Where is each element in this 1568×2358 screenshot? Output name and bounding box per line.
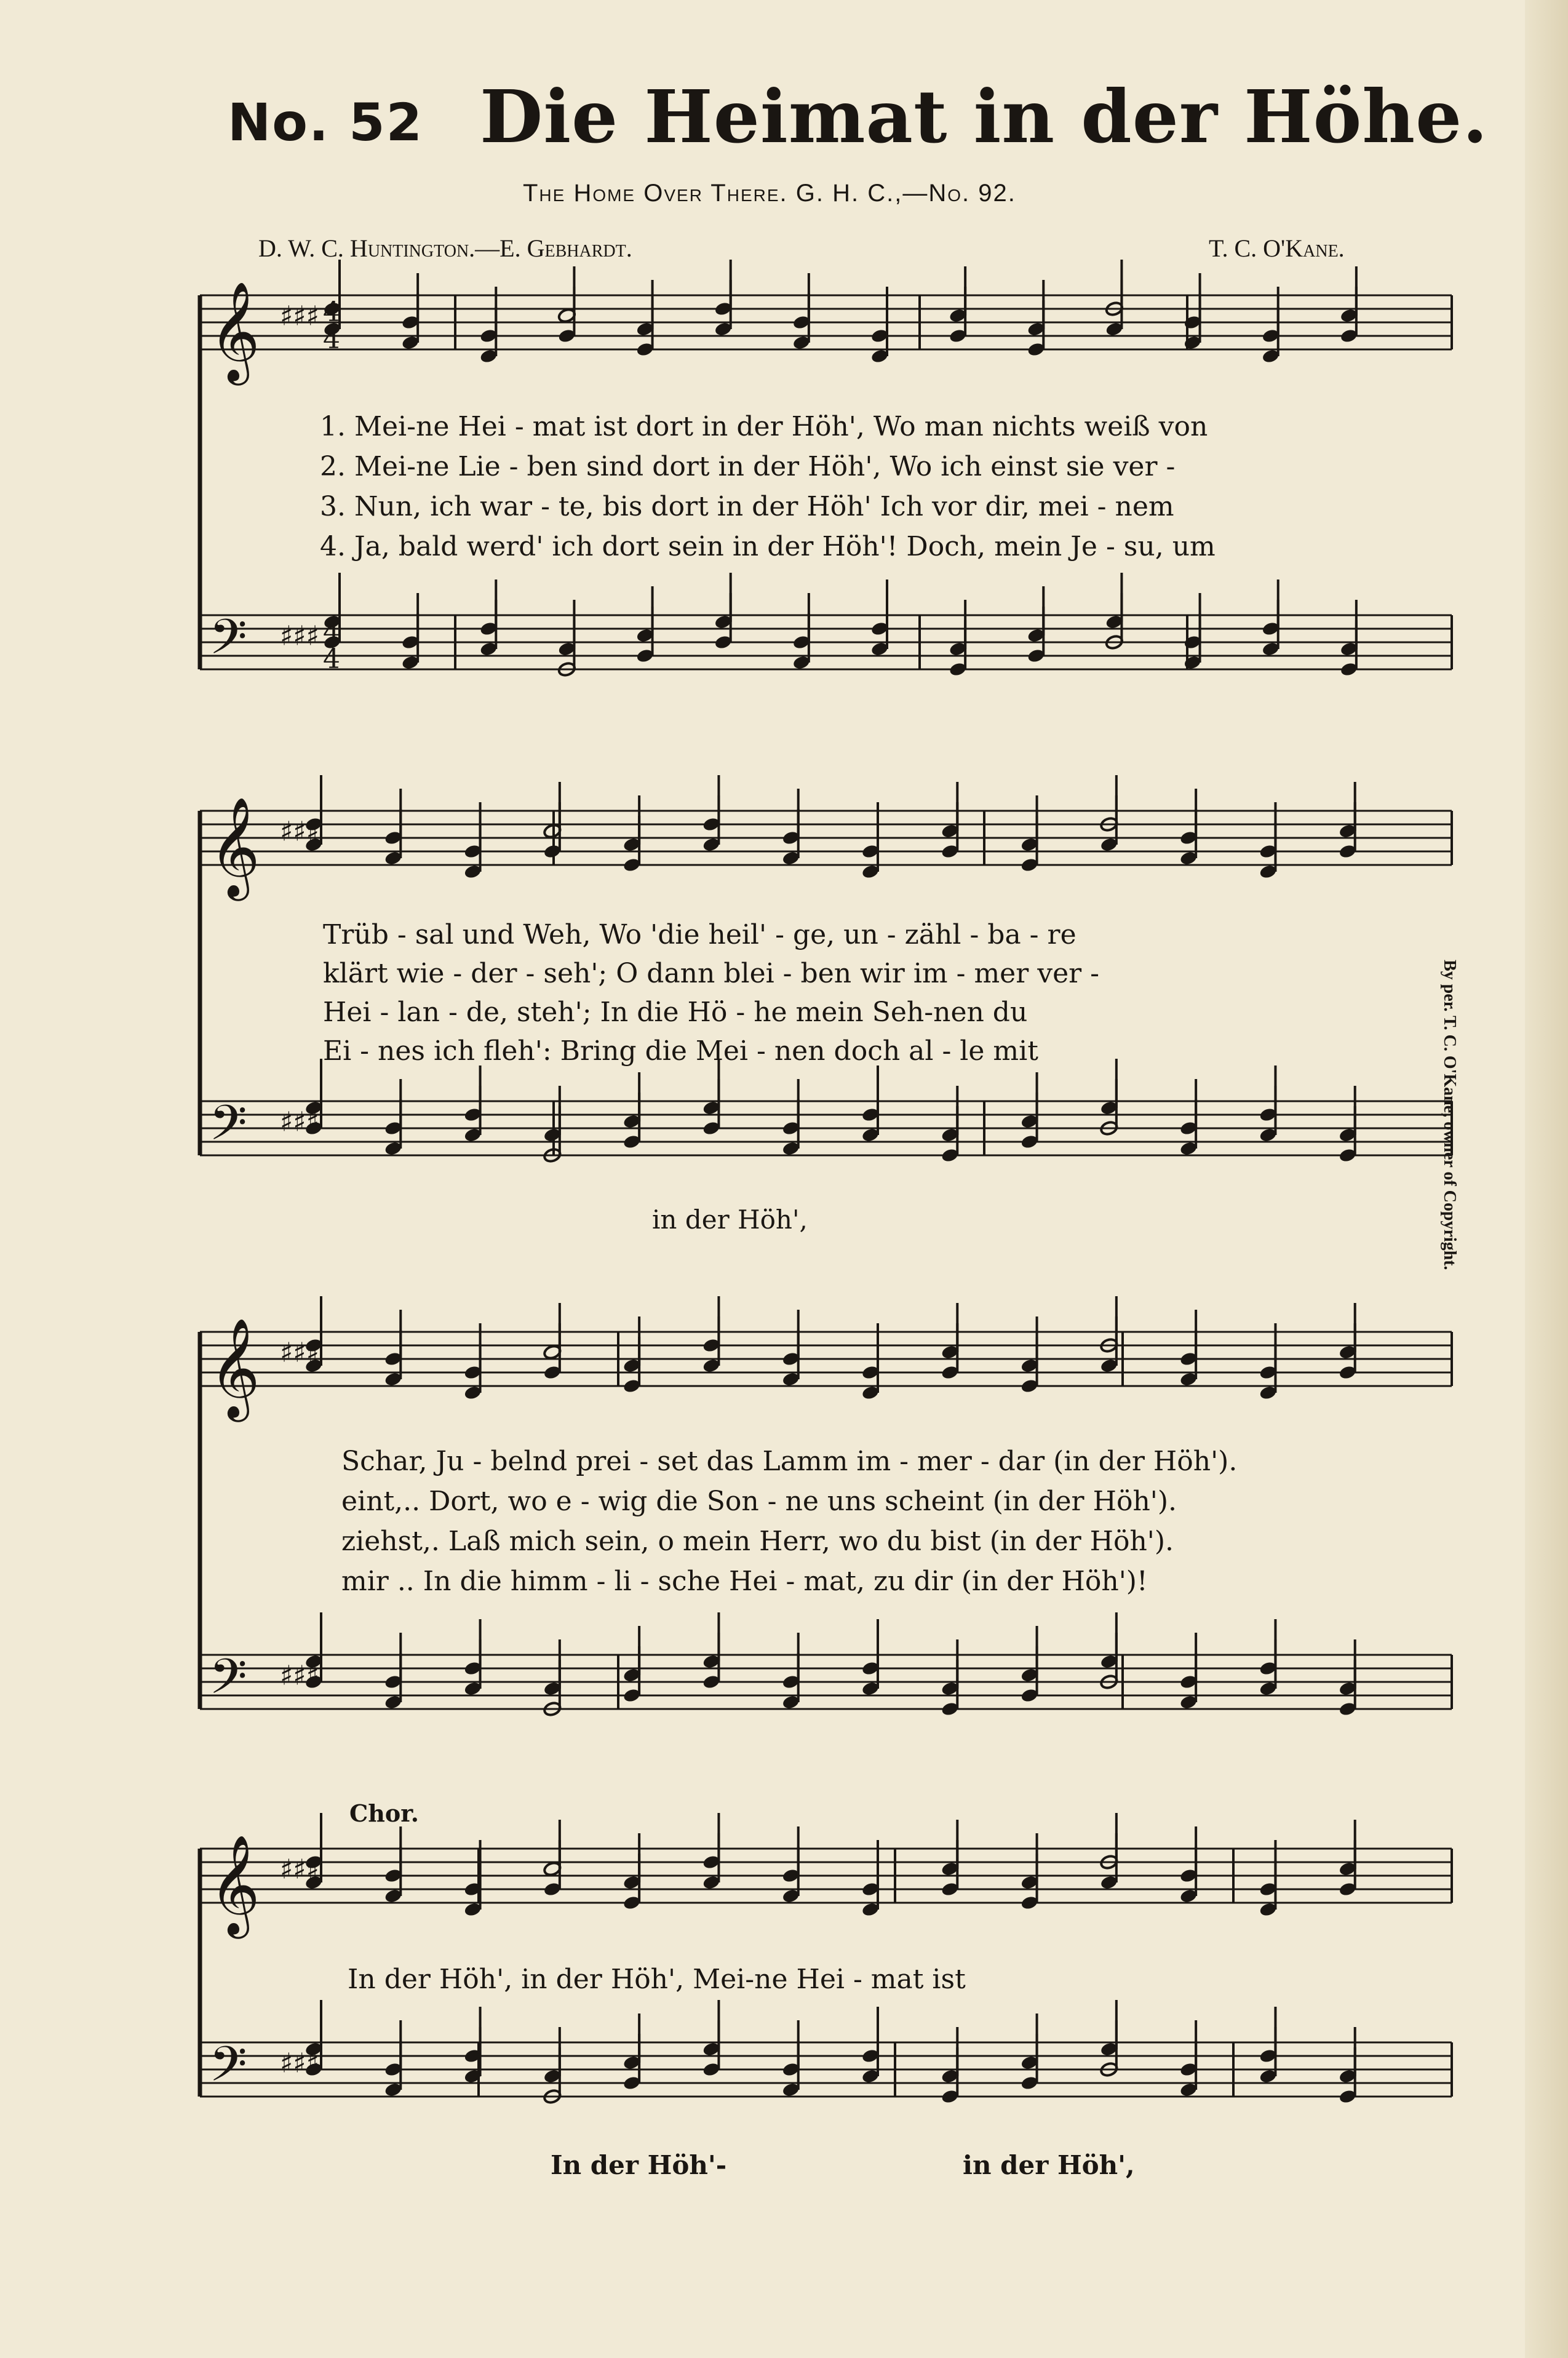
- bass-clef: 𝄢: [209, 2036, 247, 2105]
- lyric-verse-3: 3. Nun, ich war - te, bis dort in der Höh' Ich vor dir, mei - nem: [320, 491, 1174, 522]
- key-signature: ♯♯♯: [280, 1106, 319, 1138]
- chorus-label: Chor.: [349, 1799, 419, 1827]
- treble-clef: 𝄞: [209, 1318, 260, 1418]
- lyric-verse-2: eint,.. Dort, wo e - wig die Son - ne uns scheint (in der Höh').: [341, 1486, 1177, 1517]
- time-signature-top: 4: [323, 296, 340, 328]
- lyric-verse-4: mir .. In die himm - li - sche Hei - mat, zu dir (in der Höh')!: [341, 1566, 1148, 1597]
- bass-clef: 𝄢: [209, 1648, 247, 1717]
- lyric-verse-4: 4. Ja, bald werd' ich dort sein in der Höh'! Doch, mein Je - su, um: [320, 531, 1216, 562]
- lyric-verse-2: 2. Mei-ne Lie - ben sind dort in der Höh', Wo ich einst sie ver -: [320, 451, 1176, 482]
- key-signature: ♯♯♯: [280, 300, 319, 332]
- lyric-verse-1: Trüb - sal und Weh, Wo 'die heil' - ge, un - zähl - ba - re: [323, 919, 1077, 950]
- chorus-lyric: In der Höh', in der Höh', Mei-ne Hei - mat ist: [348, 1964, 966, 1995]
- key-signature: ♯♯♯: [280, 1854, 319, 1886]
- lyric-verse-1: 1. Mei-ne Hei - mat ist dort in der Höh', Wo man nichts weiß von: [320, 411, 1208, 442]
- treble-clef: 𝄞: [209, 281, 260, 381]
- key-signature: ♯♯♯: [280, 2047, 319, 2079]
- bass-echo-words: In der Höh'-: [551, 2150, 727, 2180]
- bass-clef: 𝄢: [209, 1094, 247, 1163]
- treble-clef: 𝄞: [209, 1834, 260, 1935]
- bass-clef: 𝄢: [209, 608, 247, 677]
- bass-echo-words: in der Höh',: [963, 2150, 1135, 2180]
- copyright-note: By per. T. C. O'Kane, owner of Copyright.: [1440, 960, 1459, 1270]
- hymn-number: No. 52: [228, 92, 424, 153]
- key-signature: ♯♯♯: [280, 620, 319, 652]
- key-signature: ♯♯♯: [280, 816, 319, 848]
- lyric-verse-4: Ei - nes ich fleh': Bring die Mei - nen doch al - le mit: [323, 1035, 1038, 1067]
- lyric-verse-2: klärt wie - der - seh'; O dann blei - ben wir im - mer ver -: [323, 958, 1100, 989]
- author-credit: D. W. C. Huntington.—E. Gebhardt.: [258, 234, 632, 262]
- lyric-verse-3: ziehst,. Laß mich sein, o mein Herr, wo du bist (in der Höh').: [341, 1526, 1174, 1557]
- lyric-verse-1: Schar, Ju - belnd prei - set das Lamm im - mer - dar (in der Höh').: [341, 1446, 1238, 1477]
- treble-clef: 𝄞: [209, 797, 260, 897]
- composer-credit: T. C. O'Kane.: [1209, 234, 1345, 262]
- time-signature-bottom: 4: [323, 643, 340, 675]
- bass-echo-words: in der Höh',: [652, 1205, 808, 1235]
- hymn-title: Die Heimat in der Höhe.: [480, 74, 1489, 159]
- hymn-subtitle: The Home Over There. G. H. C.,—No. 92.: [523, 180, 1016, 207]
- key-signature: ♯♯♯: [280, 1660, 319, 1692]
- time-signature-bottom: 4: [323, 323, 340, 355]
- lyric-verse-3: Hei - lan - de, steh'; In die Hö - he mein Seh-nen du: [323, 997, 1028, 1028]
- key-signature: ♯♯♯: [280, 1337, 319, 1369]
- time-signature-top: 4: [323, 616, 340, 648]
